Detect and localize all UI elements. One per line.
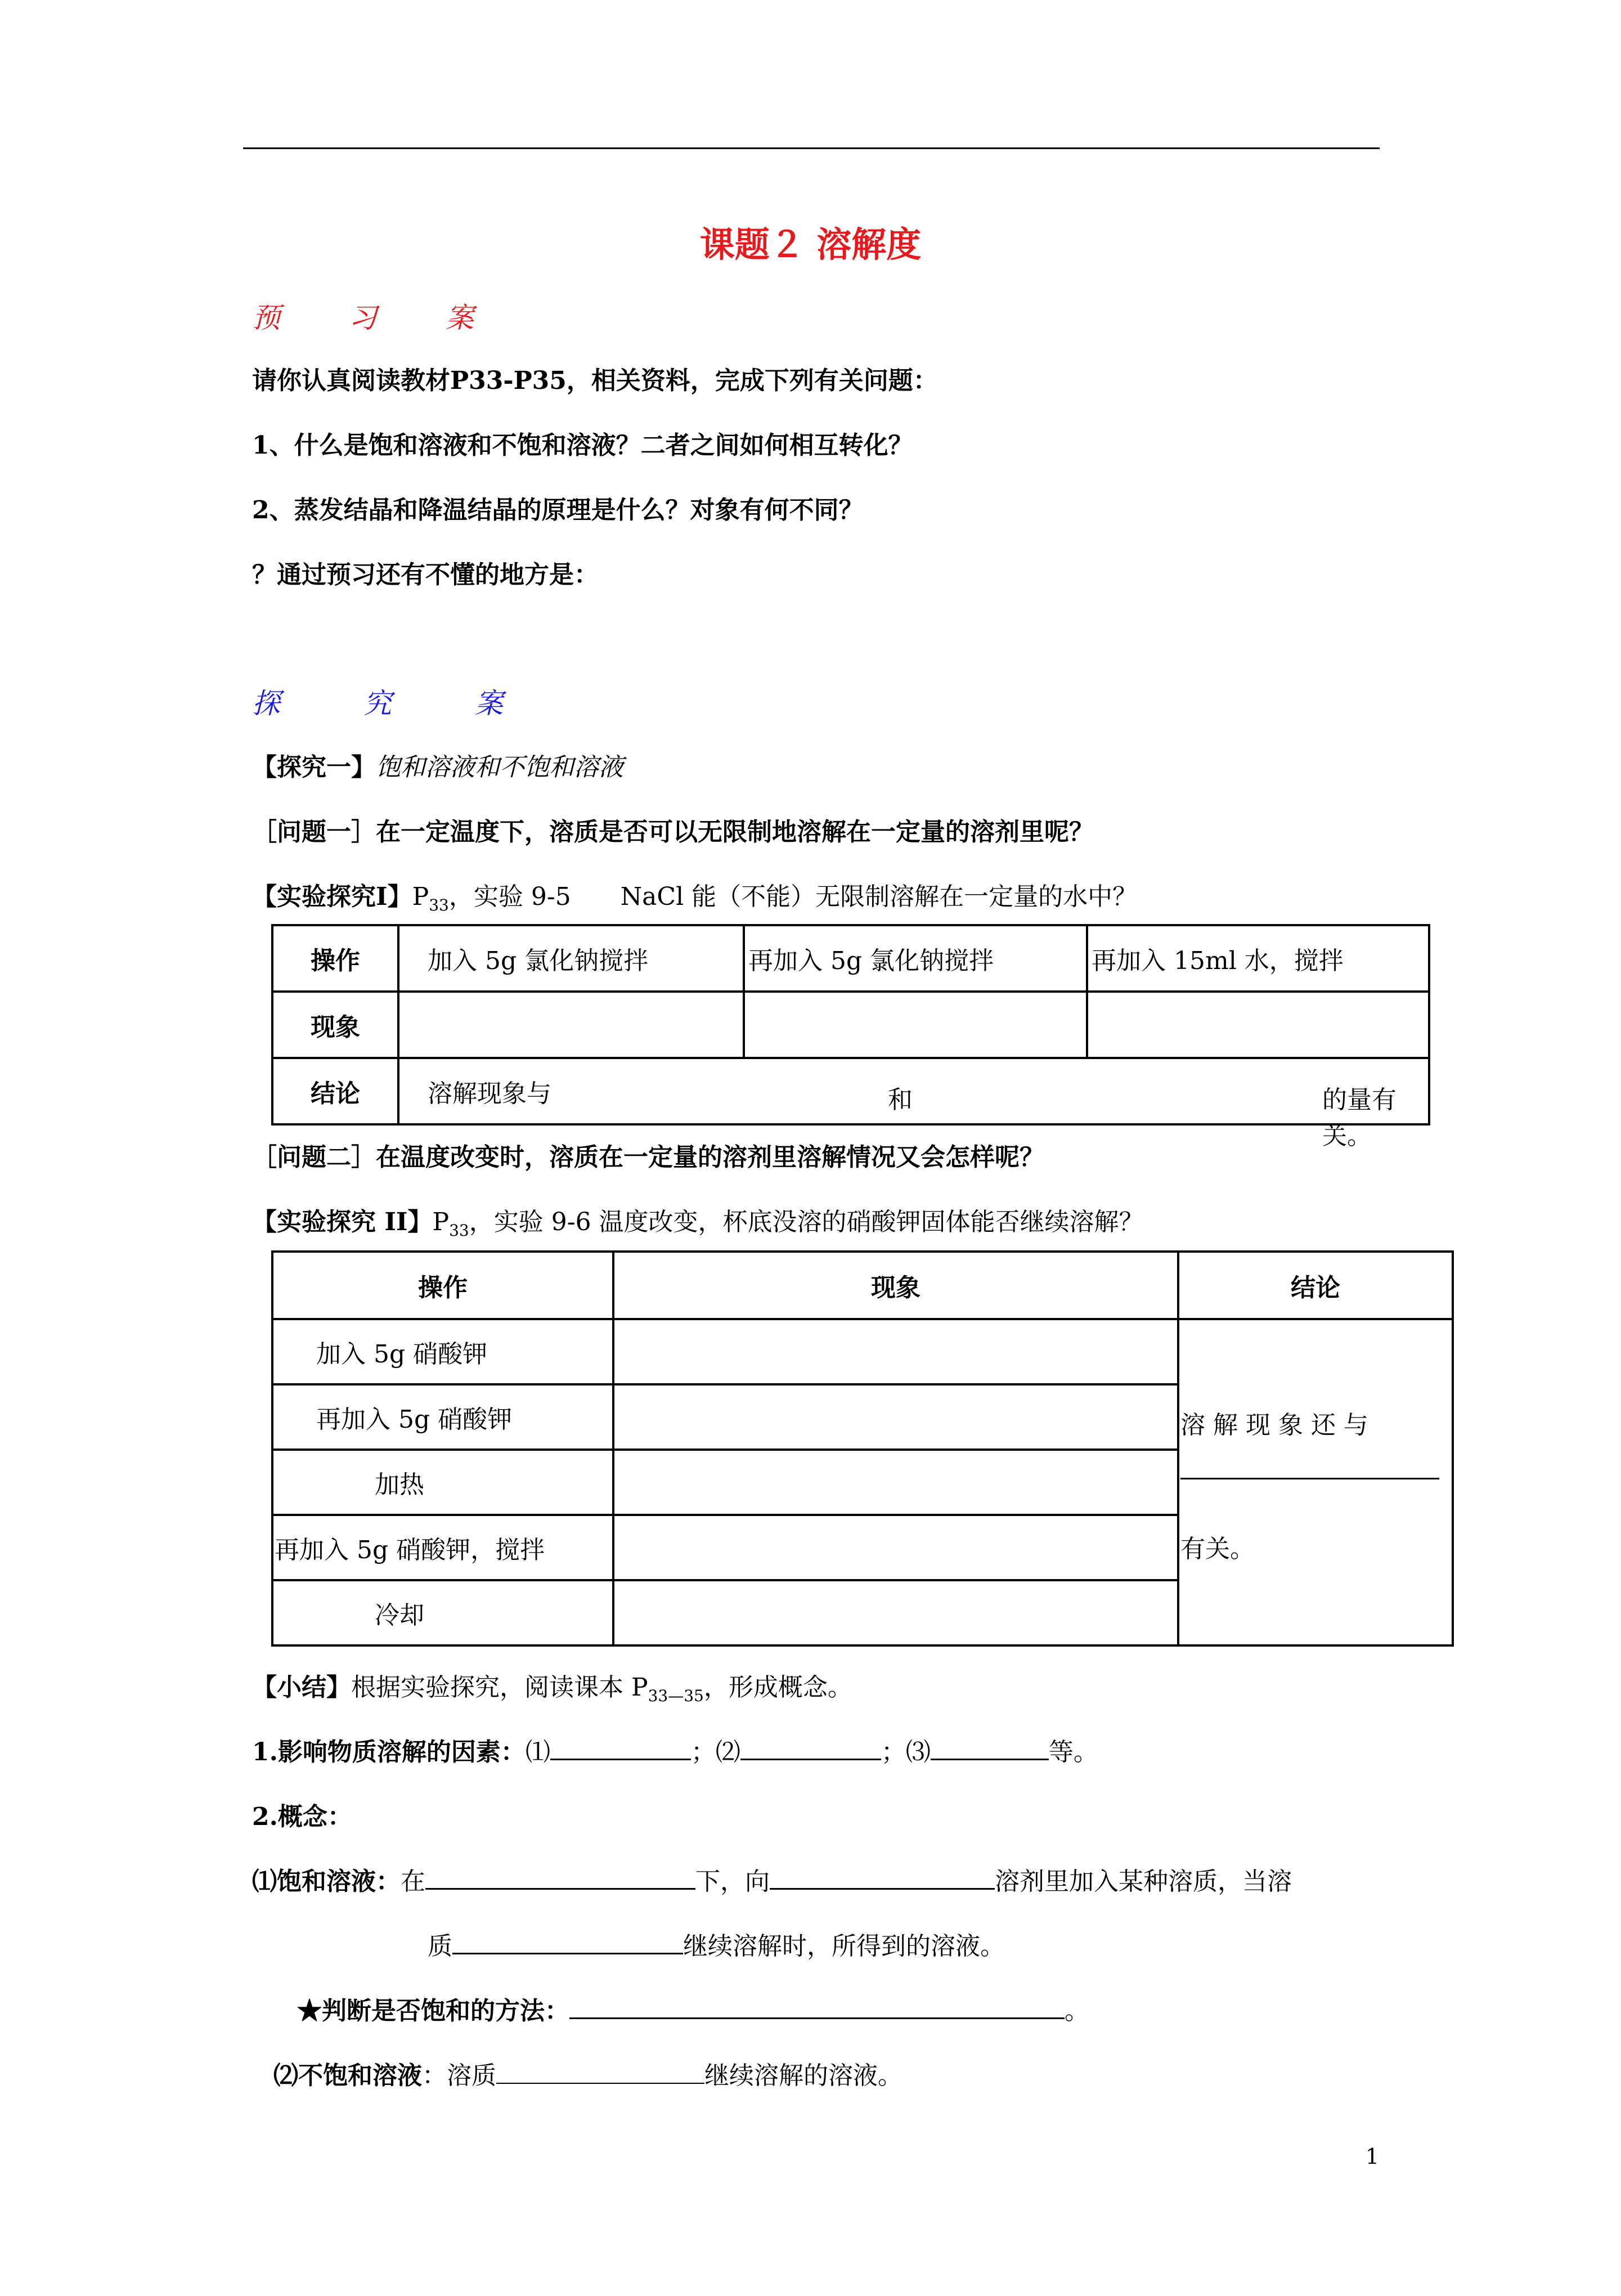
preview-question-1: 1、什么是饱和溶液和不饱和溶液？二者之间如何相互转化？ [252, 431, 913, 460]
table2-op-3: 加热 [272, 1450, 613, 1515]
saturated-e: 继续溶解时，所得到的溶液。 [683, 1932, 1005, 1961]
experiment-2-page: 33 [449, 1221, 469, 1240]
table2-phenomenon-4 [613, 1515, 1178, 1580]
factors-line [252, 1732, 1098, 1768]
table2-op-1: 加入 5g 硝酸钾 [272, 1319, 613, 1384]
table1-phenomenon-3 [1087, 992, 1429, 1058]
table2-phenomenon-3 [613, 1450, 1178, 1515]
unsaturated-line [273, 2055, 902, 2091]
table1-op-2: 再加入 5g 氯化钠搅拌 [744, 925, 1087, 992]
judge-blank [569, 1996, 1065, 2019]
preview-intro: 请你认真阅读教材P33-P35，相关资料，完成下列有关问题： [252, 366, 938, 395]
preview-question-2: 2、蒸发结晶和降温结晶的原理是什么？对象有何不同？ [252, 496, 864, 524]
experiment-2-table [271, 1250, 1454, 1647]
judge-end: 。 [1065, 1997, 1089, 2025]
summary-line [252, 1667, 852, 1705]
table2-header-conclusion: 结论 [1178, 1252, 1453, 1319]
table1-label-ops: 操作 [272, 925, 398, 992]
saturated-d: 质 [428, 1932, 452, 1961]
saturated-blank-2 [770, 1867, 995, 1890]
experiment-2-line [252, 1201, 1144, 1240]
experiment-1-p: P [412, 882, 429, 911]
experiment-1-line [252, 876, 1137, 914]
table2-header-phenomenon: 现象 [613, 1252, 1178, 1319]
table2-header-operation: 操作 [272, 1252, 613, 1319]
summary-text-b: ，形成概念。 [703, 1673, 852, 1702]
saturated-blank-1 [425, 1867, 695, 1890]
table2-phenomenon-1 [613, 1319, 1178, 1384]
problem-1: ［问题一］在一定温度下，溶质是否可以无限制地溶解在一定量的溶剂里呢？ [252, 818, 1094, 846]
table1-conclusion-c: 的量有关。 [1322, 1086, 1397, 1150]
experiment-1-text: ，实验 9-5 NaCl 能（不能）无限制溶解在一定量的水中？ [448, 882, 1138, 911]
unsaturated-label: ⑵不饱和溶液 [273, 2061, 422, 2090]
summary-pages: 33—35 [648, 1687, 704, 1705]
table2-op-5: 冷却 [272, 1580, 613, 1645]
table2-conclusion-a: 溶 解 现 象 还 与 [1180, 1411, 1368, 1440]
saturated-label: ⑴饱和溶液： [252, 1867, 401, 1896]
factor-1-blank [550, 1737, 691, 1760]
table2-phenomenon-2 [613, 1384, 1178, 1450]
page-number: 1 [1365, 2144, 1379, 2169]
summary-label: 【小结】 [252, 1673, 351, 1702]
experiment-2-text: ，实验 9-6 温度改变，杯底没溶的硝酸钾固体能否继续溶解？ [469, 1208, 1144, 1236]
table1-row-conclusion [272, 1058, 1429, 1124]
saturated-line-1 [252, 1861, 1292, 1897]
topic-1 [252, 747, 623, 783]
header-rule [243, 147, 1380, 149]
saturated-line-2 [428, 1926, 1005, 1962]
page-title: 课题２ 溶解度 [699, 224, 922, 265]
judge-line [297, 1990, 1089, 2026]
table1-op-3: 再加入 15ml 水，搅拌 [1087, 925, 1429, 992]
experiment-1-page: 33 [429, 896, 449, 914]
table1-label-phenomenon: 现象 [272, 992, 398, 1058]
factor-1-marker: ⑴ [525, 1738, 550, 1766]
table1-op-1: 加入 5g 氯化钠搅拌 [398, 925, 744, 992]
factor-2-blank [740, 1737, 881, 1760]
table1-label-conclusion: 结论 [272, 1058, 398, 1124]
table1-phenomenon-2 [744, 992, 1087, 1058]
table2-op-2: 再加入 5g 硝酸钾 [272, 1384, 613, 1450]
table2-row-1 [272, 1319, 1453, 1384]
preview-question-3: ？通过预习还有不懂的地方是： [252, 560, 599, 589]
table2-conclusion-cell [1178, 1319, 1453, 1645]
table1-row-ops [272, 925, 1429, 992]
table2-op-4: 再加入 5g 硝酸钾，搅拌 [272, 1515, 613, 1580]
factors-label: 1.影响物质溶解的因素： [252, 1738, 526, 1766]
preview-heading: 预习案 [252, 302, 542, 334]
table1-conclusion-a: 溶解现象与 [428, 1079, 551, 1108]
topic-1-text: 饱和溶液和不饱和溶液 [376, 753, 623, 782]
factor-2-marker: ；⑵ [690, 1738, 740, 1766]
factor-3-blank [931, 1737, 1049, 1760]
experiment-2-label: 【实验探究 II】 [252, 1208, 433, 1236]
table2-phenomenon-5 [613, 1580, 1178, 1645]
unsaturated-b: 继续溶解的溶液。 [704, 2061, 902, 2090]
experiment-1-table [271, 924, 1430, 1150]
saturated-c: 溶剂里加入某种溶质，当溶 [995, 1867, 1292, 1896]
saturated-a: 在 [401, 1867, 425, 1896]
judge-label: ★判断是否饱和的方法： [297, 1997, 569, 2025]
explore-heading: 探究案 [252, 687, 586, 720]
table1-row-phenomenon [272, 992, 1429, 1058]
unsaturated-a: ：溶质 [422, 2061, 496, 2090]
table2-conclusion-b: 有关。 [1180, 1535, 1255, 1563]
experiment-2-p: P [432, 1208, 450, 1236]
summary-text-a: 根据实验探究，阅读课本 P [351, 1673, 648, 1702]
unsaturated-blank [496, 2061, 704, 2084]
factors-end: 等。 [1048, 1738, 1098, 1766]
table2-header-row [272, 1252, 1453, 1319]
table1-conclusion-b: 和 [888, 1086, 913, 1114]
saturated-b: 下，向 [695, 1867, 770, 1896]
topic-1-bracket: 【探究一】 [252, 753, 376, 782]
saturated-blank-3 [452, 1931, 683, 1954]
experiment-1-label: 【实验探究Ⅰ】 [252, 882, 412, 911]
table2-conclusion-blank [1180, 1478, 1439, 1479]
concept-label: 2.概念： [252, 1802, 352, 1831]
table1-conclusion-cell [398, 1058, 1429, 1150]
factor-3-marker: ；⑶ [881, 1738, 931, 1766]
problem-2: ［问题二］在温度改变时，溶质在一定量的溶剂里溶解情况又会怎样呢？ [252, 1143, 1044, 1172]
table1-phenomenon-1 [398, 992, 744, 1058]
